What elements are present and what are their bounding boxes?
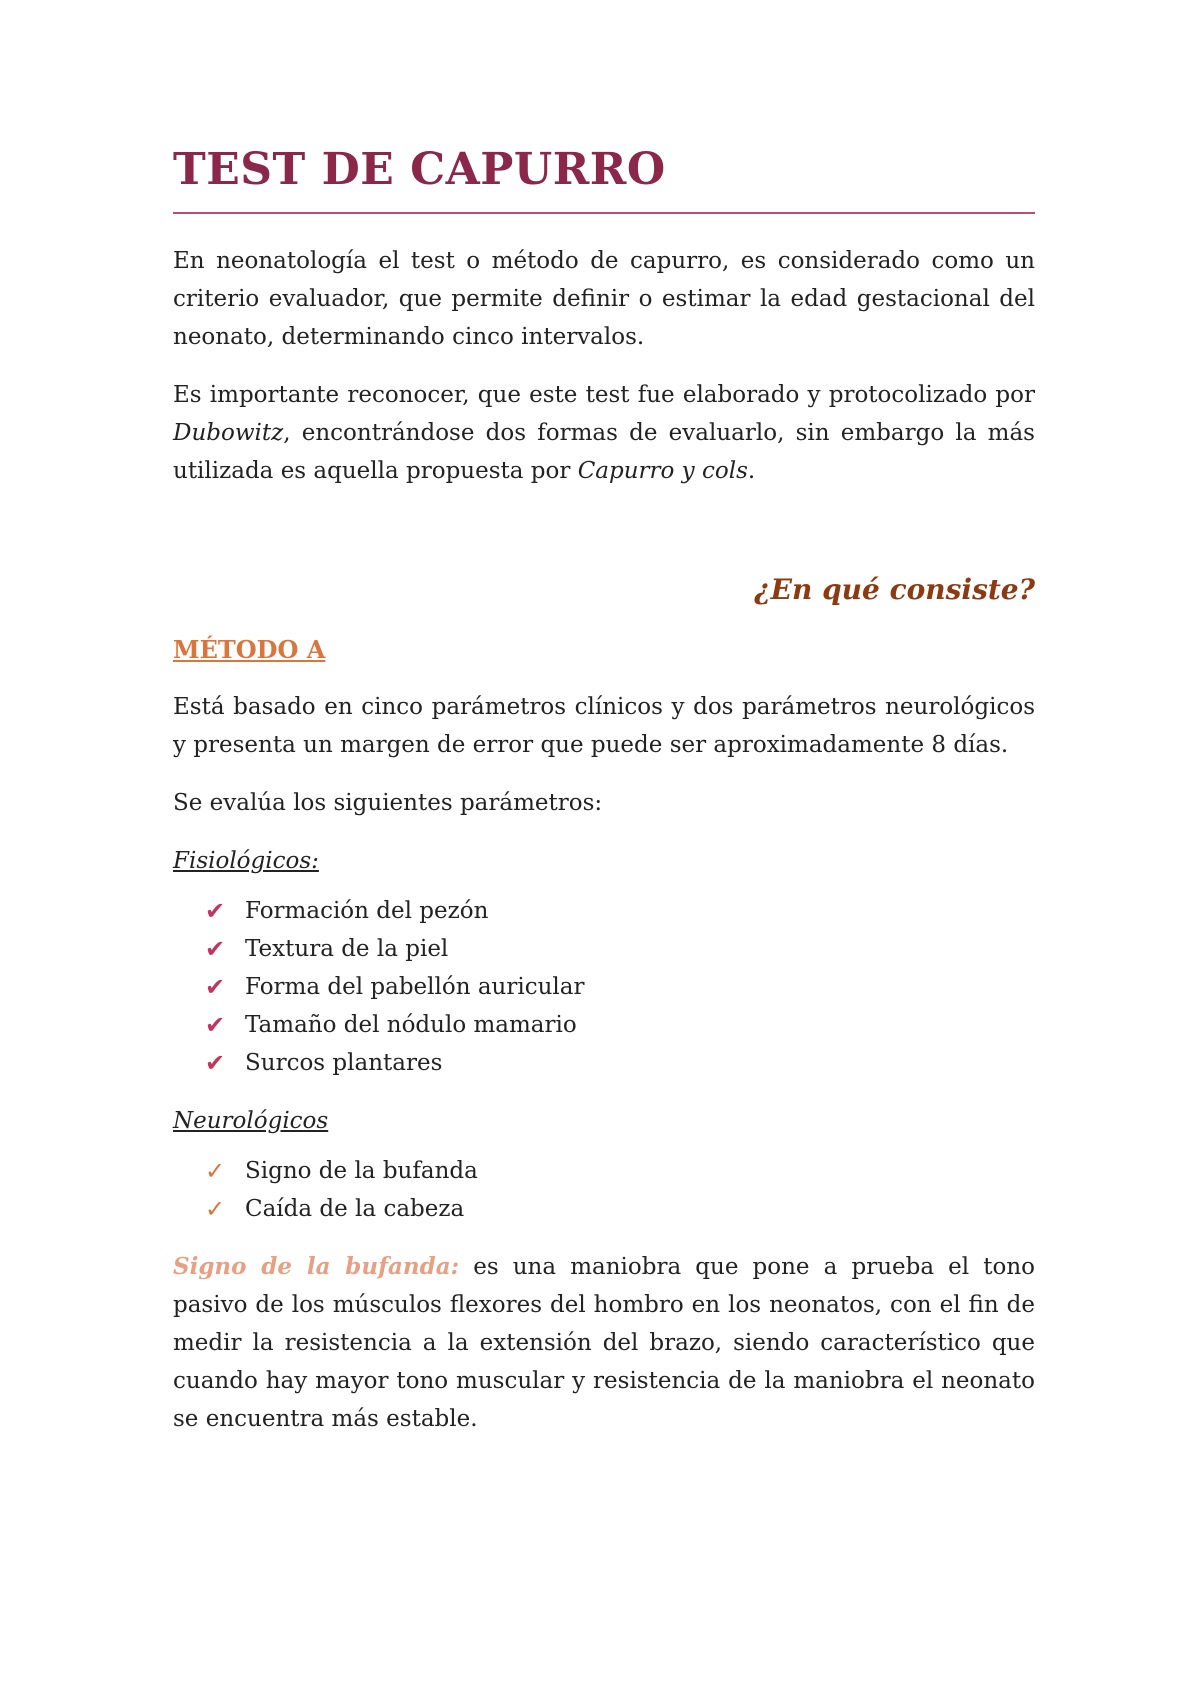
bufanda-term: Signo de la bufanda: <box>173 1253 460 1280</box>
check-icon: ✔ <box>205 1011 226 1039</box>
author-dubowitz: Dubowitz <box>173 420 284 446</box>
document-page <box>173 140 1035 1438</box>
list-item: ✔ Forma del pabellón auricular <box>205 968 1035 1006</box>
check-icon: ✔ <box>205 897 226 925</box>
check-icon: ✔ <box>205 935 226 963</box>
bufanda-text: es una maniobra que pone a prueba el tono pasivo de los músculos flexores del hombro en los neonatos, con el fin de medir la resistencia a la extensión del brazo, siendo característico que cuando hay mayor tono muscular y resistencia de la maniobra el neonato se encuentra más estable. <box>173 1254 1036 1432</box>
document-title: TEST DE CAPURRO <box>173 144 666 195</box>
fisiologicos-label: Fisiológicos: <box>173 848 319 874</box>
check-icon: ✓ <box>205 1195 226 1223</box>
list-item: ✔ Tamaño del nódulo mamario <box>205 1006 1035 1044</box>
intro-p2-text-1: Es importante reconocer, que este test fue elaborado y protocolizado por <box>173 382 1035 408</box>
list-item: ✓ Caída de la cabeza <box>205 1190 1035 1228</box>
method-a-lead: Se evalúa los siguientes parámetros: <box>173 790 603 816</box>
list-item: ✔ Formación del pezón <box>205 892 1035 930</box>
author-capurro: Capurro y cols <box>577 458 748 484</box>
neurologicos-list <box>173 1152 1035 1228</box>
list-item: ✔ Surcos plantares <box>205 1044 1035 1082</box>
fisiologicos-list <box>173 892 1035 1082</box>
section-subtitle: ¿En qué consiste? <box>754 573 1035 606</box>
intro-paragraph-2 <box>173 376 1035 490</box>
title-divider <box>173 212 1035 214</box>
intro-p2-text-3: . <box>747 458 756 484</box>
neurologicos-label: Neurológicos <box>173 1108 329 1134</box>
check-icon: ✔ <box>205 1049 226 1077</box>
check-icon: ✔ <box>205 973 226 1001</box>
intro-paragraph-1: En neonatología el test o método de capurro, es considerado como un criterio evaluador, que permite definir o estimar la edad gestacional del neonato, determinando cinco intervalos. <box>173 248 1035 350</box>
intro-p2-text-2: , encontrándose dos formas de evaluarlo, sin embargo la más utilizada es aquella propuesta por <box>173 420 1035 484</box>
method-a-description: Está basado en cinco parámetros clínicos y dos parámetros neurológicos y presenta un margen de error que puede ser aproximadamente 8 días. <box>173 694 1035 758</box>
bufanda-paragraph <box>173 1248 1035 1438</box>
list-item: ✓ Signo de la bufanda <box>205 1152 1035 1190</box>
check-icon: ✓ <box>205 1157 226 1185</box>
method-a-heading: MÉTODO A <box>173 635 326 664</box>
list-item: ✔ Textura de la piel <box>205 930 1035 968</box>
